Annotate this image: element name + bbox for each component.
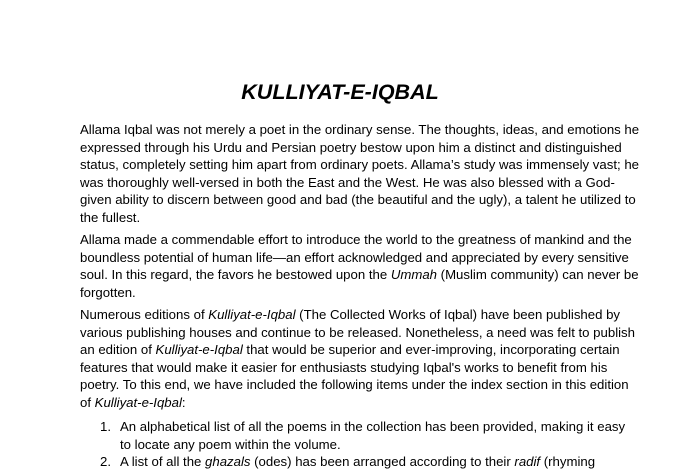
paragraph-1-line: expressed through his Urdu and Persian poetry bestow upon him a distinct and distinguished: [80, 139, 622, 155]
list-item-number: 2.: [100, 454, 111, 470]
list-item-line: to locate any poem within the volume.: [120, 436, 341, 452]
paragraph-3-line: [80, 306, 640, 324]
paragraph-1-line: the fullest.: [80, 209, 141, 225]
italic-book-title: Kulliyat-e-Iqbal: [94, 394, 182, 410]
paragraph-3-line: [80, 394, 640, 412]
text-run: :: [181, 394, 186, 410]
paragraph-3: [80, 306, 640, 412]
italic-book-title: Kulliyat-e-Iqbal: [155, 342, 243, 358]
text-run: of: [80, 394, 95, 410]
list-item-number: 1.: [100, 419, 111, 434]
paragraph-1: [80, 121, 640, 227]
italic-term-radif: radif: [514, 454, 541, 470]
list-item: [80, 418, 640, 453]
paragraph-1-line: given ability to discern between good and bad (the beautiful and the ugly), a talent he utilized to: [80, 192, 636, 208]
text-run: an edition of: [80, 342, 156, 358]
text-run: A list of all the: [120, 454, 206, 470]
paragraph-1-line: Allama Iqbal was not merely a poet in the ordinary sense. The thoughts, ideas, and emotions he: [80, 122, 640, 137]
list-item-line: An alphabetical list of all the poems in the collection has been provided, making it easy: [120, 419, 626, 434]
list-item: [80, 453, 640, 471]
italic-book-title: Kulliyat-e-Iqbal: [208, 307, 296, 322]
paragraph-3-line: [80, 341, 640, 359]
paragraph-3-line: various publishing houses and continue to be released. Nonetheless, a need was felt to publish: [80, 324, 635, 340]
paragraph-1-line: status, completely setting him apart from ordinary poets. Allama’s study was immensely vast; he: [80, 157, 639, 173]
paragraph-2-line: forgotten.: [80, 284, 136, 300]
paragraph-1-line: was thoroughly well-versed in both the East and the West. He was also blessed with a God-: [80, 174, 615, 190]
document-title: KULLIYAT-E-IQBAL: [241, 80, 439, 104]
text-run: (The Collected Works of Iqbal) have been published by: [295, 307, 621, 322]
paragraph-2-line: boundless potential of human life—an effort acknowledged and appreciated by every sensitive: [80, 249, 629, 265]
paragraph-2-line: [80, 266, 640, 284]
text-run: soul. In this regard, the favors he bestowed upon the: [80, 267, 391, 283]
text-run: (odes) has been arranged according to their: [250, 454, 515, 470]
text-run: Numerous editions of: [80, 307, 209, 322]
paragraph-3-line: features that would make it easier for enthusiasts studying Iqbal's works to benefit from his: [80, 359, 608, 375]
paragraph-2: [80, 231, 640, 301]
paragraph-2-line: Allama made a commendable effort to introduce the world to the greatness of mankind and the: [80, 232, 632, 247]
index-features-list: [80, 418, 640, 471]
italic-term-ghazals: ghazals: [205, 454, 251, 470]
text-run: (rhyming: [540, 454, 596, 470]
italic-term-ummah: Ummah: [390, 267, 438, 283]
text-run: (Muslim community) can never be: [437, 267, 639, 283]
text-run: that would be superior and ever-improving, incorporating certain: [242, 342, 620, 358]
paragraph-3-line: poetry. To this end, we have included the following items under the index section in this edition: [80, 377, 629, 393]
list-item-line: [120, 453, 640, 471]
